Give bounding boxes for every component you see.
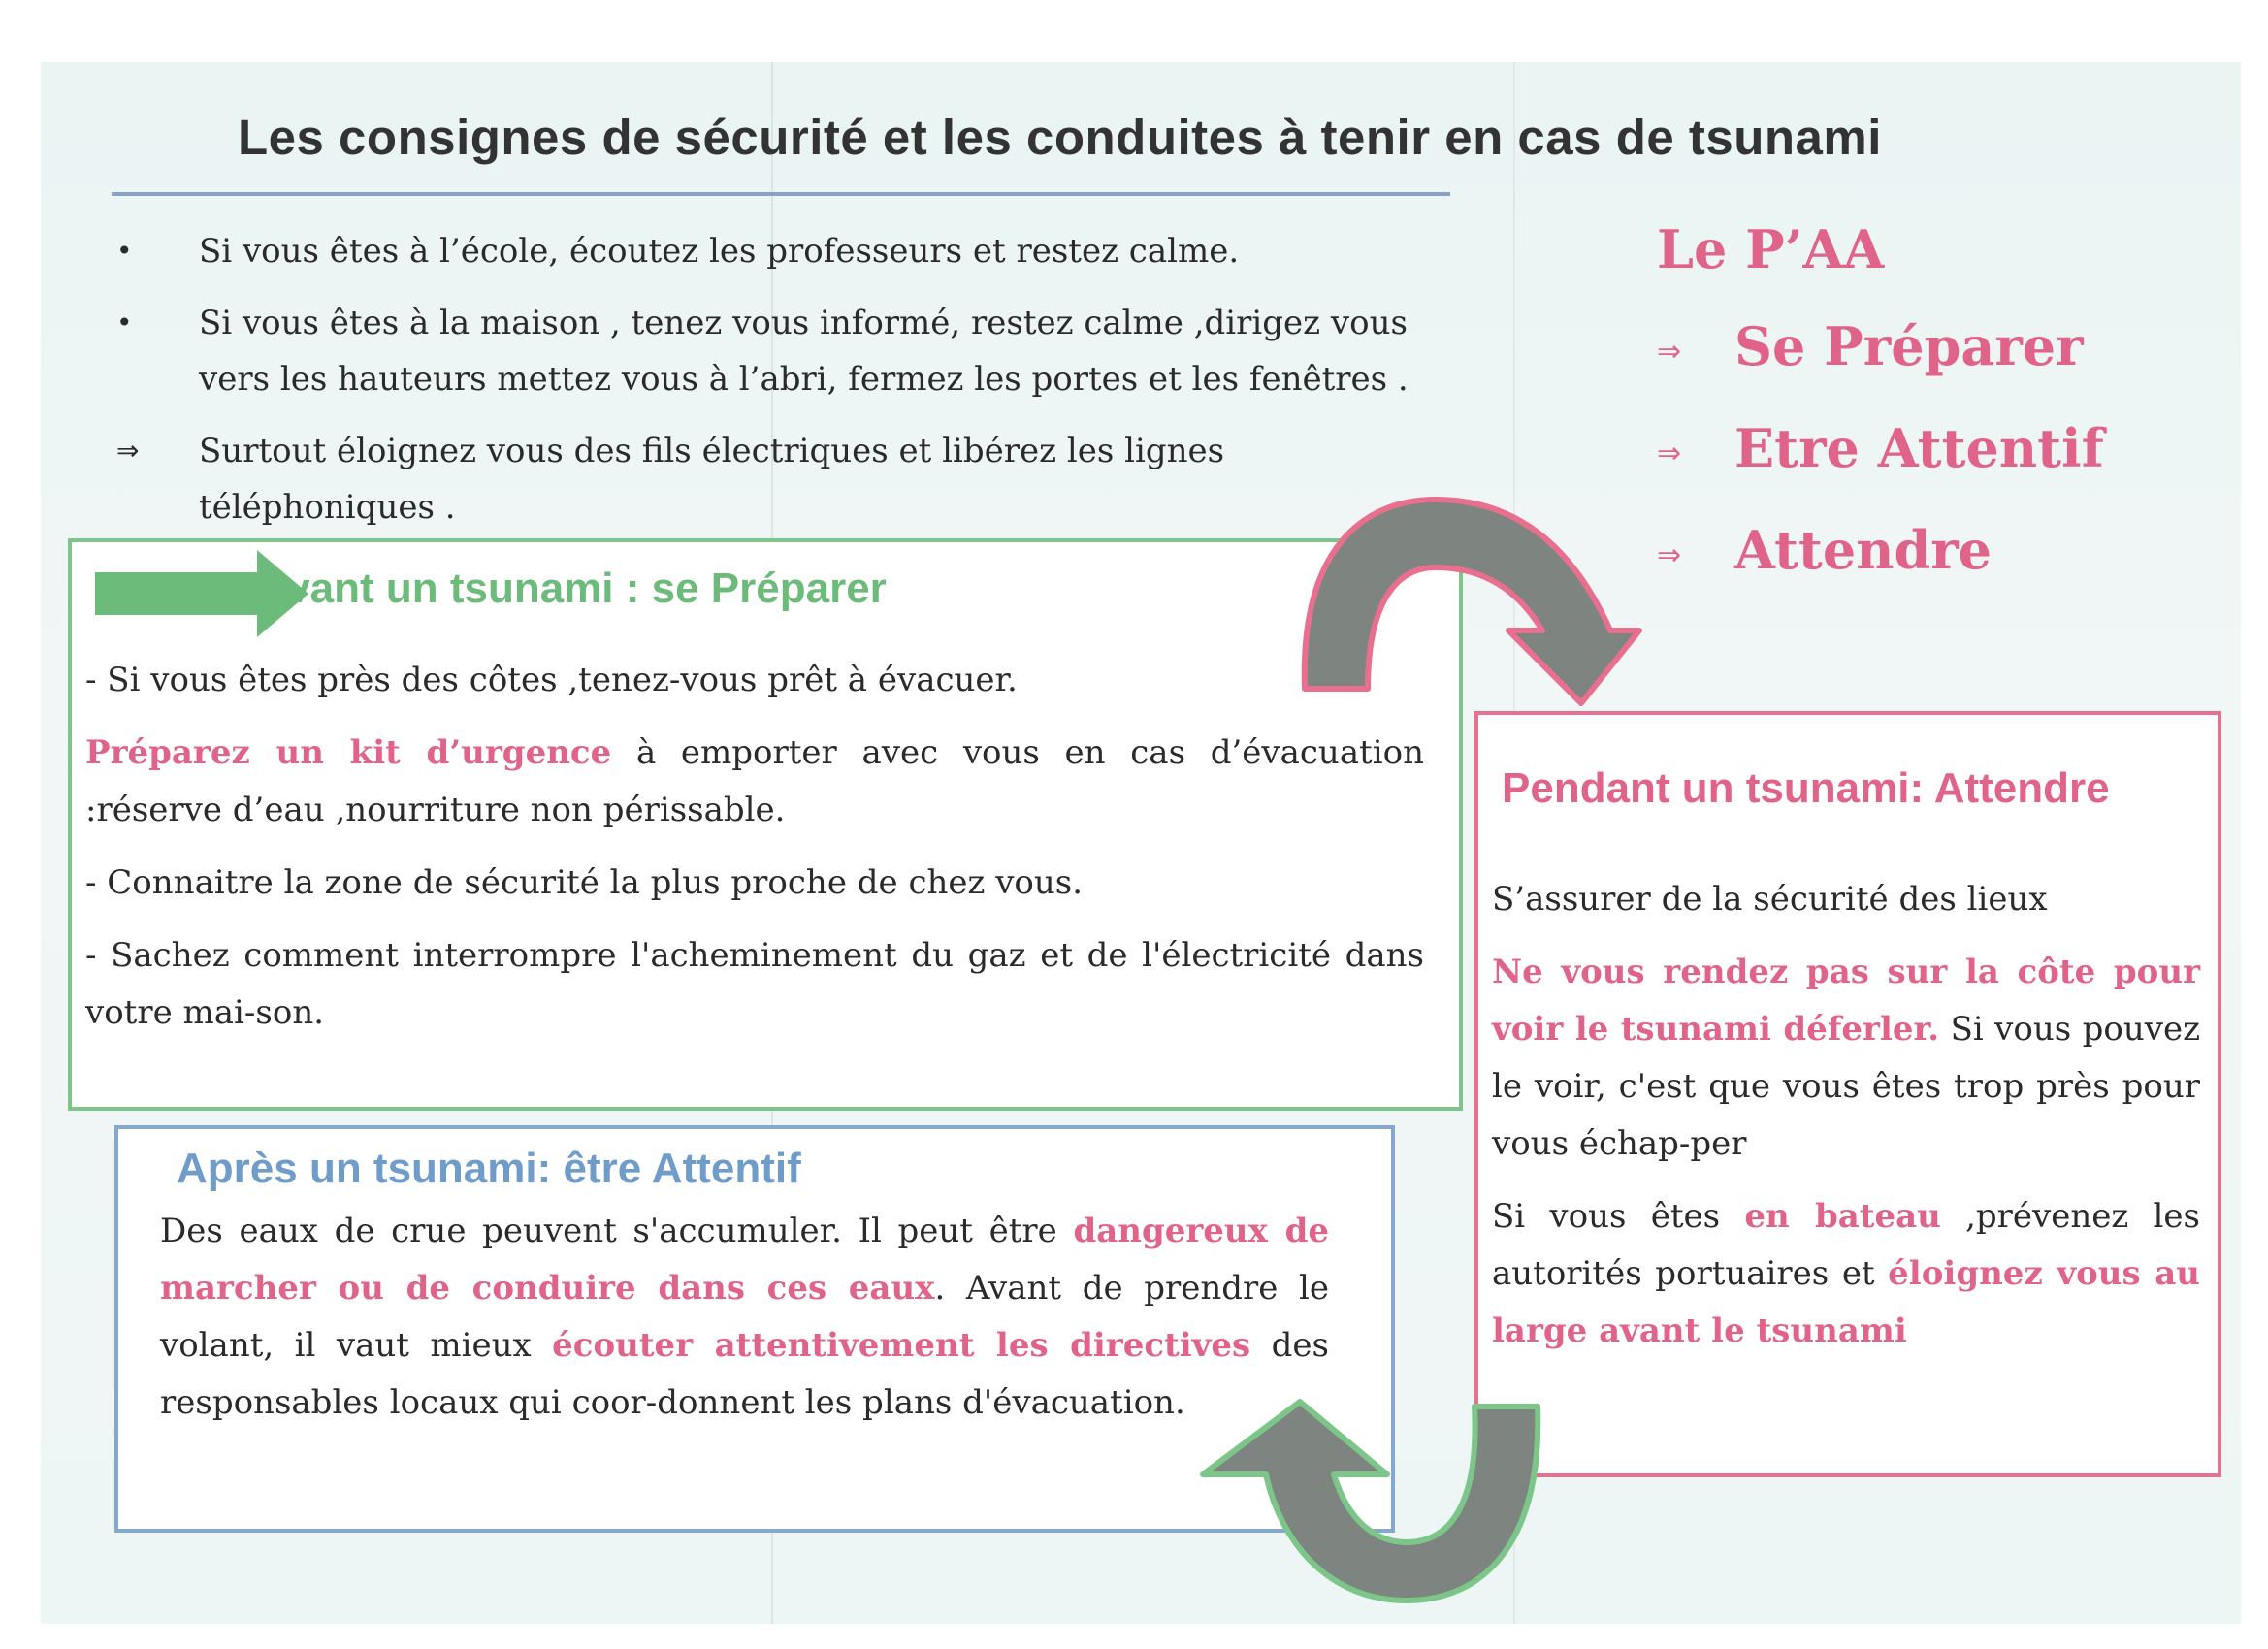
pendant-text-span: Si vous pouvez le voir, c'est que vous êtes trop près pour vous échap-per: [1492, 1010, 2200, 1163]
highlight-text: en bateau: [1744, 1197, 1941, 1236]
apres-heading: Après un tsunami: être Attentif: [177, 1145, 801, 1192]
highlight-text: éloignez vous au large avant le tsunami: [1492, 1254, 2200, 1350]
pendant-paragraph: S’assurer de la sécurité des lieux: [1492, 880, 2048, 919]
avant-paragraph: [85, 725, 1424, 839]
paa-title: Le P’AA: [1657, 218, 1885, 280]
avant-paragraph: - Si vous êtes près des côtes ,tenez-vous prêt à évacuer.: [85, 661, 1018, 699]
page-title: Les consignes de sécurité et les conduites à tenir en cas de tsunami: [238, 110, 1882, 165]
pendant-heading: Pendant un tsunami: Attendre: [1502, 764, 2110, 812]
avant-paragraph: - Connaitre la zone de sécurité la plus proche de chez vous.: [85, 863, 1084, 902]
arrow-right-icon: ⇒: [1657, 436, 1682, 470]
highlight-text: dangereux de marcher ou de conduire dans ces eaux: [160, 1212, 1329, 1308]
intro-text: Si vous êtes à la maison , tenez vous informé, restez calme ,dirigez vous vers les hauteurs mettez vous à l’abri, fermez les portes et les fenêtres .: [199, 304, 1409, 399]
apres-text-span: Des eaux de crue peuvent s'accumuler. Il peut être: [160, 1212, 1074, 1250]
apres-paragraph: [160, 1203, 1329, 1432]
highlight-text: Préparez un kit d’urgence: [85, 733, 612, 772]
avant-text-span: à emporter avec vous en cas d’évacuation :réserve d’eau ,nourriture non périssable.: [85, 733, 1424, 829]
pendant-text: [1492, 871, 2200, 1375]
highlight-text: Ne vous rendez pas sur la côte pour voir le tsunami déferler.: [1492, 953, 2200, 1049]
apres-text: [160, 1203, 1329, 1447]
avant-text: [85, 652, 1424, 1057]
apres-text-span: . Avant de prendre le volant, il vaut mieux: [160, 1269, 1329, 1365]
avant-heading: Avant un tsunami : se Préparer: [257, 565, 887, 612]
paa-item-label: Attendre: [1734, 519, 1993, 581]
pendant-text-span: Si vous êtes: [1492, 1197, 1745, 1236]
highlight-text: écouter attentivement les directives: [552, 1326, 1251, 1365]
arrow-right-icon: ⇒: [1657, 538, 1682, 572]
arrow-right-icon: ⇒: [116, 435, 140, 467]
paa-item-label: Se Préparer: [1734, 315, 2084, 377]
pendant-paragraph: [1492, 944, 2200, 1173]
apres-text-span: des responsables locaux qui coor-donnent les plans d'évacuation.: [160, 1326, 1329, 1422]
arrow-right-icon: ⇒: [1657, 335, 1682, 369]
bullet-icon: •: [116, 307, 133, 339]
bullet-icon: •: [116, 235, 133, 267]
intro-text: Si vous êtes à l’école, écoutez les professeurs et restez calme.: [199, 232, 1240, 271]
pendant-paragraph: [1492, 1188, 2200, 1360]
pendant-text-span: ,prévenez les autorités portuaires et: [1492, 1197, 2200, 1293]
avant-paragraph: - Sachez comment interrompre l'acheminement du gaz et de l'électricité dans votre mai-son.: [85, 936, 1424, 1032]
intro-text: Surtout éloignez vous des fils électriques et libérez les lignes téléphoniques .: [199, 432, 1225, 527]
paa-item-label: Etre Attentif: [1734, 417, 2104, 479]
